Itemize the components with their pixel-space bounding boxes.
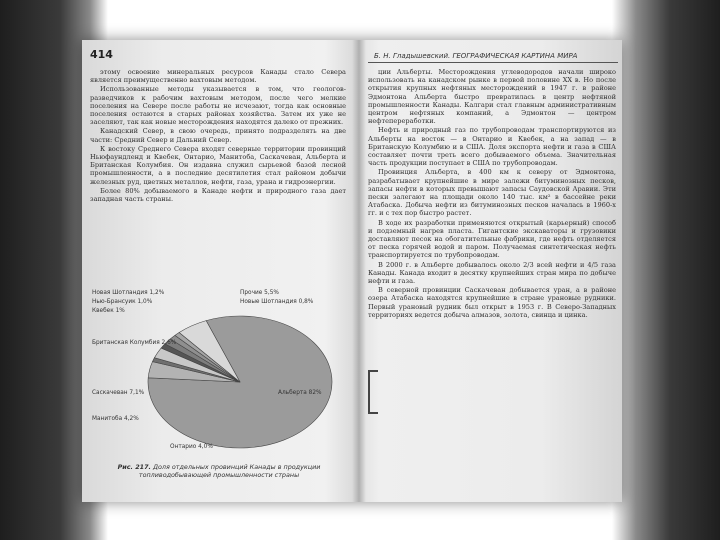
paragraph: В северной провинции Саскачеван добывается уран, а в районе озера Атабаска находятся крупнейшие в стране урановые рудники. Первый урановый рудник был открыт в 1953 г. В Северо-Западных территориях ведется добыча алмазов, золота, свинца и цинка. bbox=[368, 286, 616, 319]
pie-chart bbox=[90, 282, 350, 460]
slice-label: Манитоба 4,2% bbox=[92, 416, 139, 422]
slice-label: Онтарио 4,0% bbox=[170, 444, 213, 450]
paragraph: К востоку Среднего Севера входят северные территории провинций Ньюфаундленд и Квебек, Онтарио, Манитоба, Саскачеван, Альберта и Британская Колумбия. Он издавна служил сырьевой базой лесной промышленности, а в последние десятилетия стал районом добычи железных руд, цветных металлов, нефти, газа, урана и гидроэнергии. bbox=[90, 144, 346, 186]
pie-slices bbox=[148, 316, 332, 448]
paragraph: Канадский Север, в свою очередь, принято подразделять на две части: Средний Север и Дальний Север. bbox=[90, 127, 346, 144]
book-spread bbox=[82, 40, 622, 502]
paragraph: В ходе их разработки применяются открытый (карьерный) способ и подземный нагрев пласта. Гигантские экскаваторы и грузовики доставляют песок на обогатительные фабрики, где нефть отделяется от песка горячей водой и паром. Получаемая синтетическая нефть транспортируется по трубопроводам. bbox=[368, 218, 616, 260]
paragraph: В 2000 г. в Альберте добывалось около 2/3 всей нефти и 4/5 газа Канады. Канада входит в десятку крупнейших стран мира по добыче нефти и газа. bbox=[368, 260, 616, 286]
paragraph: Более 80% добываемого в Канаде нефти и природного газа дает западная часть страны. bbox=[90, 186, 346, 204]
paragraph: ции Альберты. Месторождения углеводородов начали широко использовать на канадском рынке в первой половине XX в. Но после открытия крупных нефтяных месторождений в 1947 г. в районе Эдмонтона Альберта быстро превратилась в центр нефтяной промышленности Канады. Калгари стал главным административным центром нефтяных компаний, а Эдмонтон — центром нефтепереработки. bbox=[368, 68, 616, 126]
slice-label: Новые Шотландия 0,8% bbox=[240, 299, 314, 305]
right-column-text bbox=[368, 68, 616, 498]
slice-label: Новая Шотландия 1,2% bbox=[92, 290, 165, 296]
slice-label: Саскачеван 7,1% bbox=[92, 390, 145, 396]
book-gutter bbox=[352, 40, 366, 502]
slice-label: Альберта 82% bbox=[278, 390, 322, 396]
page-number: 414 bbox=[90, 48, 113, 61]
paragraph: Использованные методы указывается в том, что геологов-разведчиков к рабочим вахтовым методом, после чего мелкие поселения на Севере после работы не исчезают, тогда как основные поселения остаются в старых районах хозяйства. Затем их уже не заселяют, так как новые месторождения находятся далеко от прежних. bbox=[90, 85, 346, 127]
slice-label: Квебек 1% bbox=[92, 308, 125, 314]
paragraph: этому освоение минеральных ресурсов Канады стало Севера является преимущественно вахтовым методом. bbox=[90, 68, 346, 85]
slice-label: Британская Колумбия 2,6% bbox=[92, 340, 177, 346]
slice-label: Нью-Брансуик 1,0% bbox=[92, 299, 153, 305]
figure-label: Рис. 217. bbox=[117, 463, 151, 471]
figure-caption bbox=[112, 464, 326, 480]
paragraph: Нефть и природный газ по трубопроводам транспортируются из Альберты на восток — в Онтарио и Квебек, а на запад — в Британскую Колумбию и в США. Доля экспорта нефти и газа в США составляет почти треть всего добываемого объема. Значительная часть продукции поступает в США по трубопроводам. bbox=[368, 126, 616, 168]
pie-chart-svg bbox=[90, 282, 350, 460]
slice-label: Прочие 5,5% bbox=[240, 290, 279, 296]
header-rule bbox=[368, 62, 618, 63]
paragraph: Провинция Альберта, в 400 км к северу от Эдмонтона, разрабатывает крупнейшие в мире залежи битуминозных песков, запасы нефти в которых превышают запасы Саудовской Аравии. Эти пески залегают на площади около 140 тыс. км² в бассейне реки Атабаска. Добыча нефти из битуминозных песков началась в 1960-х гг. и с тех пор быстро растет. bbox=[368, 168, 616, 218]
left-column-text bbox=[90, 68, 346, 282]
running-head: Б. Н. Гладышевский. ГЕОГРАФИЧЕСКАЯ КАРТИНА МИРА bbox=[374, 52, 578, 60]
figure-caption-text: Доля отдельных провинций Канады в продукции топливодобывающей промышленности страны bbox=[138, 463, 321, 479]
